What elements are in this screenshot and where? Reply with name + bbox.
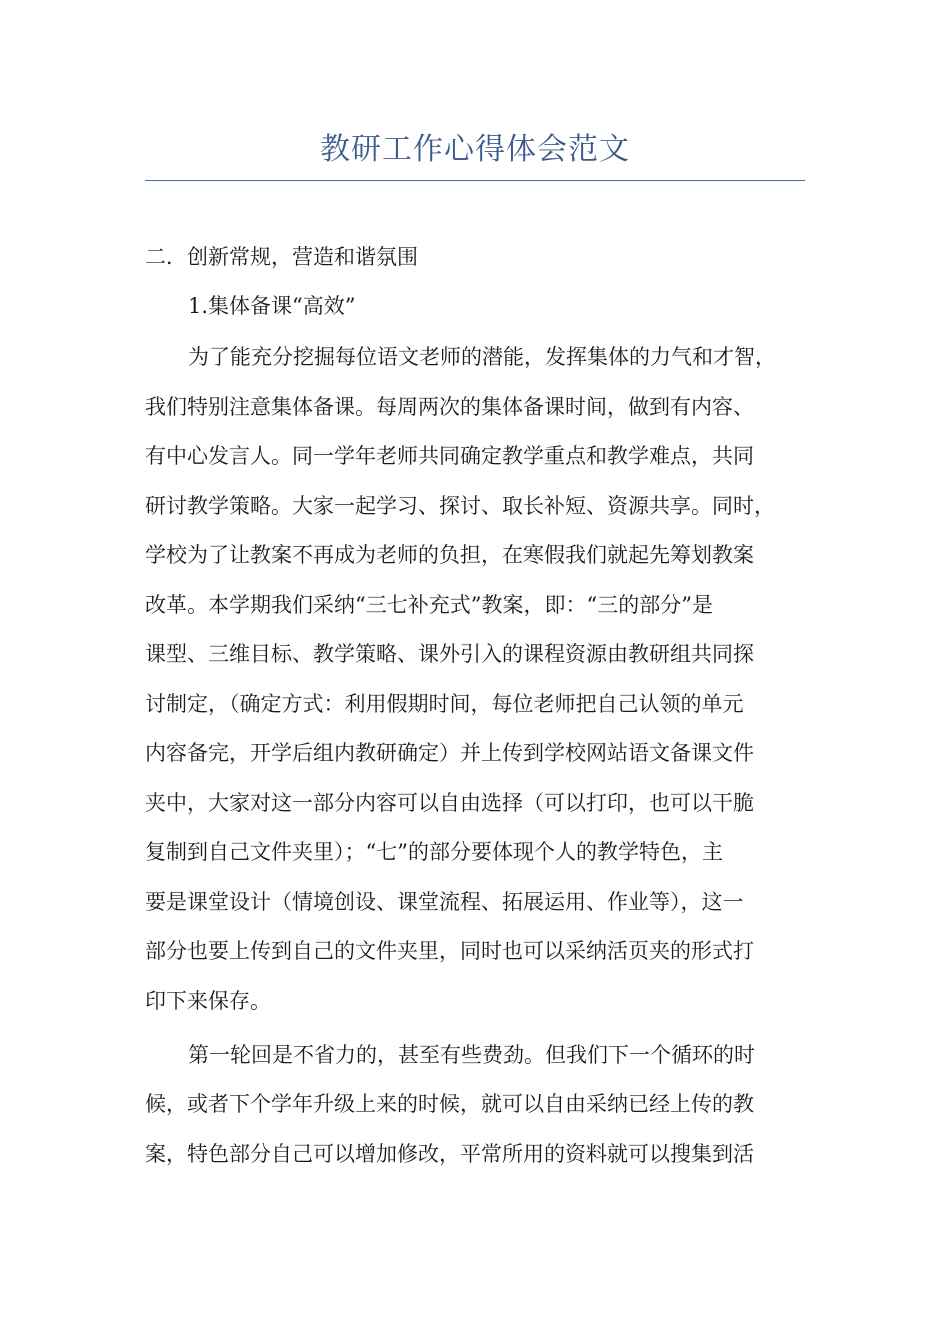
paragraph-line: 印下来保存。 xyxy=(145,989,271,1013)
paragraph-line: 案，特色部分自己可以增加修改，平常所用的资料就可以搜集到活 xyxy=(145,1142,754,1166)
paragraph-line: 改革。本学期我们采纳“三七补充式”教案，即：“三的部分”是 xyxy=(145,593,713,617)
subheading: 1.集体备课“高效” xyxy=(188,294,356,318)
paragraph-line: 讨制定，（确定方式：利用假期时间，每位老师把自己认领的单元 xyxy=(145,692,744,716)
paragraph-line: 课型、三维目标、教学策略、课外引入的课程资源由教研组共同探 xyxy=(145,642,754,666)
paragraph-line: 要是课堂设计（情境创设、课堂流程、拓展运用、作业等），这一 xyxy=(145,890,744,914)
paragraph-line: 有中心发言人。同一学年老师共同确定教学重点和教学难点，共同 xyxy=(145,444,754,468)
paragraph-line: 研讨教学策略。大家一起学习、探讨、取长补短、资源共享。同时， xyxy=(145,494,775,518)
paragraph-line: 候，或者下个学年升级上来的时候，就可以自由采纳已经上传的教 xyxy=(145,1092,754,1116)
paragraph-line: 夹中，大家对这一部分内容可以自由选择（可以打印，也可以干脆 xyxy=(145,791,754,815)
paragraph-line: 我们特别注意集体备课。每周两次的集体备课时间，做到有内容、 xyxy=(145,395,754,419)
paragraph-line: 第一轮回是不省力的，甚至有些费劲。但我们下一个循环的时 xyxy=(188,1043,755,1067)
paragraph-line: 学校为了让教案不再成为老师的负担，在寒假我们就起先筹划教案 xyxy=(145,543,754,567)
title-underline xyxy=(145,180,805,181)
section-heading: 二．创新常规，营造和谐氛围 xyxy=(145,245,418,269)
paragraph-line: 部分也要上传到自己的文件夹里，同时也可以采纳活页夹的形式打 xyxy=(145,939,754,963)
paragraph-line: 内容备完，开学后组内教研确定）并上传到学校网站语文备课文件 xyxy=(145,741,754,765)
paragraph-line: 复制到自己文件夹里）；“七”的部分要体现个人的教学特色，主 xyxy=(145,840,723,864)
paragraph-line: 为了能充分挖掘每位语文老师的潜能，发挥集体的力气和才智， xyxy=(188,345,776,369)
document-title: 教研工作心得体会范文 xyxy=(320,132,630,167)
